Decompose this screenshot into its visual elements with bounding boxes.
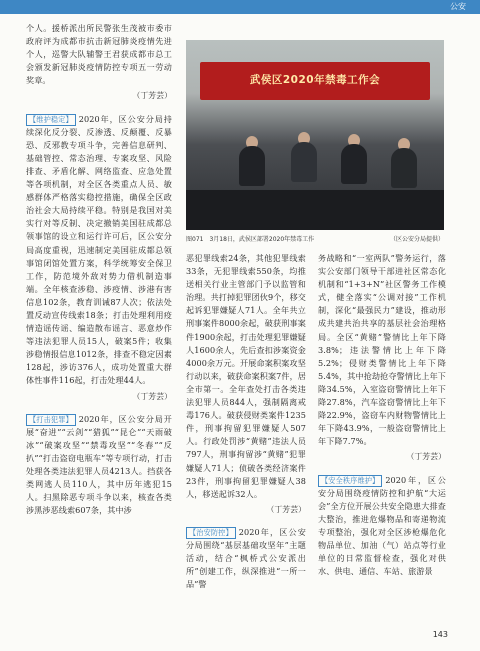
column-1 [26, 22, 172, 517]
stability-paragraph [26, 113, 172, 388]
column-2 [186, 252, 306, 591]
figure-caption [186, 234, 444, 243]
stability-text: 2020年，区公安分局持续深化反分裂、反渗透、反颠覆、反暴恐、反邪教专项斗争，完善信息研判、基础管控、常态治理、专案攻坚、风险排查、矛盾化解、网络监查、应急处置等各项机制，对全区各类重点人员、敏感群体严格落实稳控措施，确保全区政治社会大局持续平稳。特别是我国对美实行对等反制、决定撤销美国驻成都总领事馆的设立和运行许可后，区公安分局高度重视，迅速制定美国驻成都总领事馆闭馆处置方案，科学统筹安全保卫工作，防范境外敌对势力借机制造事端。全年核查涉稳、涉疫情、涉港有害信息102条，教育训诫87人次；依法处置反动宣传线索18条；打击处理利用疫情造谣传谣、编造散布谣言、恶意炒作等违法犯罪人员15人，破案5件；收集涉稳情报信息1012条，排查不稳定因素128起，涉访376人，成功处置重大群体性事件116起，打击处理44人。 [26, 113, 172, 386]
person [391, 148, 417, 188]
stability-signature: （丁芳芸） [132, 391, 172, 401]
security-continued-paragraph: 务战略和“一室两队”警务运行，落实公安部门领导干部进社区常态化机制和“1+3+N”社区警务工作模式，健全落实“公调对接”工作机制，深化“最强民力”建设，推动形成共建共治共享的基层社会治理格局。全区“黄赌”警情比上年下降3.8%；违法警情比上年下降5.2%；侵财类警情比上年下降5.4%，其中抢劫抢夺警情比上年下降34.5%，入室盗窃警情比上年下降27.8%，汽车盗窃警情比上年下降22.9%，盗窃车内财物警情比上年下降43.9%，一般盗窃警情比上年下降7.7%。 [318, 253, 446, 447]
caption-text: 图071 3月18日，武侯区部署2020年禁毒工作 [186, 236, 315, 243]
crime-continued-paragraph: 恶犯罪线索24条，其他犯罪线索33条，无犯罪线索550条，均推送相关行业主管部门予以监管和治理。共打掉犯罪团伙9个，移交起诉犯罪嫌疑人71人。全年共立刑事案件8000余起，破获刑事案件1900余起，打击处理犯罪嫌疑人1600余人，先后查扣涉案资金4000余万元。开展命案积案攻坚行动以来，破获命案积案7件，居全市第一。全年查处打击各类违法犯罪人员844人，强制隔离戒毒176人。破获侵财类案件1235件，刑事拘留犯罪嫌疑人507人。行政处罚涉“黄赌”违法人员797人，刑事拘留涉“黄赌”犯罪嫌疑人71人；侦破各类经济案件23件，刑事拘留犯罪嫌疑人38人，移送起诉32人。 [186, 253, 306, 499]
order-tag: 【安全秩序维护】 [318, 475, 382, 487]
crime-text: 2020年，区公安分局开展“奋进”“云剑”“猎狐”“昆仑”“天雨破冰”“破案攻坚”“禁毒攻坚”“冬春”“反扒”“打击盗窃电瓶车”等专项行动，打击处理各类违法犯罪人员4213人。挡获各类网逃人员110人，其中历年逃犯15人。扫黑除恶专项斗争以来，核查各类涉黑涉恶线索607条，其中涉 [26, 413, 172, 516]
column-3 [318, 252, 446, 578]
meeting-table [186, 190, 444, 230]
crime-paragraph [26, 413, 172, 518]
order-text: 2020年，区公安分局围绕疫情防控和护航“大运会”全方位开展公共安全隐患大排查大整治，推进危爆物品和寄递物流专项整治，强化对全区涉枪爆危化物品单位、加油（气）站点等行业单位的日常监督检查，强化对供水、供电、通信、车站、旅游景 [318, 474, 446, 577]
security-tag: 【治安防控】 [186, 527, 236, 539]
crime-signature: （丁芳芸） [266, 504, 306, 514]
intro-signature: （丁芳芸） [132, 91, 172, 101]
security-text: 2020年，区公安分局围绕“基层基础攻坚年”主题活动，结合“枫桥式公安派出所”创建工作，纵深推进“一所一品”警 [186, 526, 306, 590]
person [239, 146, 265, 186]
person [291, 142, 317, 182]
intro-paragraph: 个人。援桥派出所民警张生茂被市委市政府评为成都市抗击新冠肺炎疫情先进个人，巡警大队辅警王君获成都市总工会颁发新冠肺炎疫情防控专项五一劳动奖章。 [26, 23, 172, 86]
caption-source: （区公安分局提供） [389, 236, 444, 243]
meeting-photo [186, 40, 444, 230]
order-paragraph [318, 474, 446, 579]
page-number: 143 [432, 630, 448, 639]
meeting-banner [200, 62, 430, 100]
security-signature: （丁芳芸） [406, 452, 446, 462]
header-bar [0, 0, 480, 14]
person [341, 144, 367, 184]
stability-tag: 【维护稳定】 [26, 114, 76, 126]
banner-text: 武侯区2020年禁毒工作会 [249, 74, 381, 86]
crime-tag: 【打击犯罪】 [26, 414, 76, 426]
security-paragraph [186, 526, 306, 591]
section-title: 公安 [450, 2, 466, 11]
